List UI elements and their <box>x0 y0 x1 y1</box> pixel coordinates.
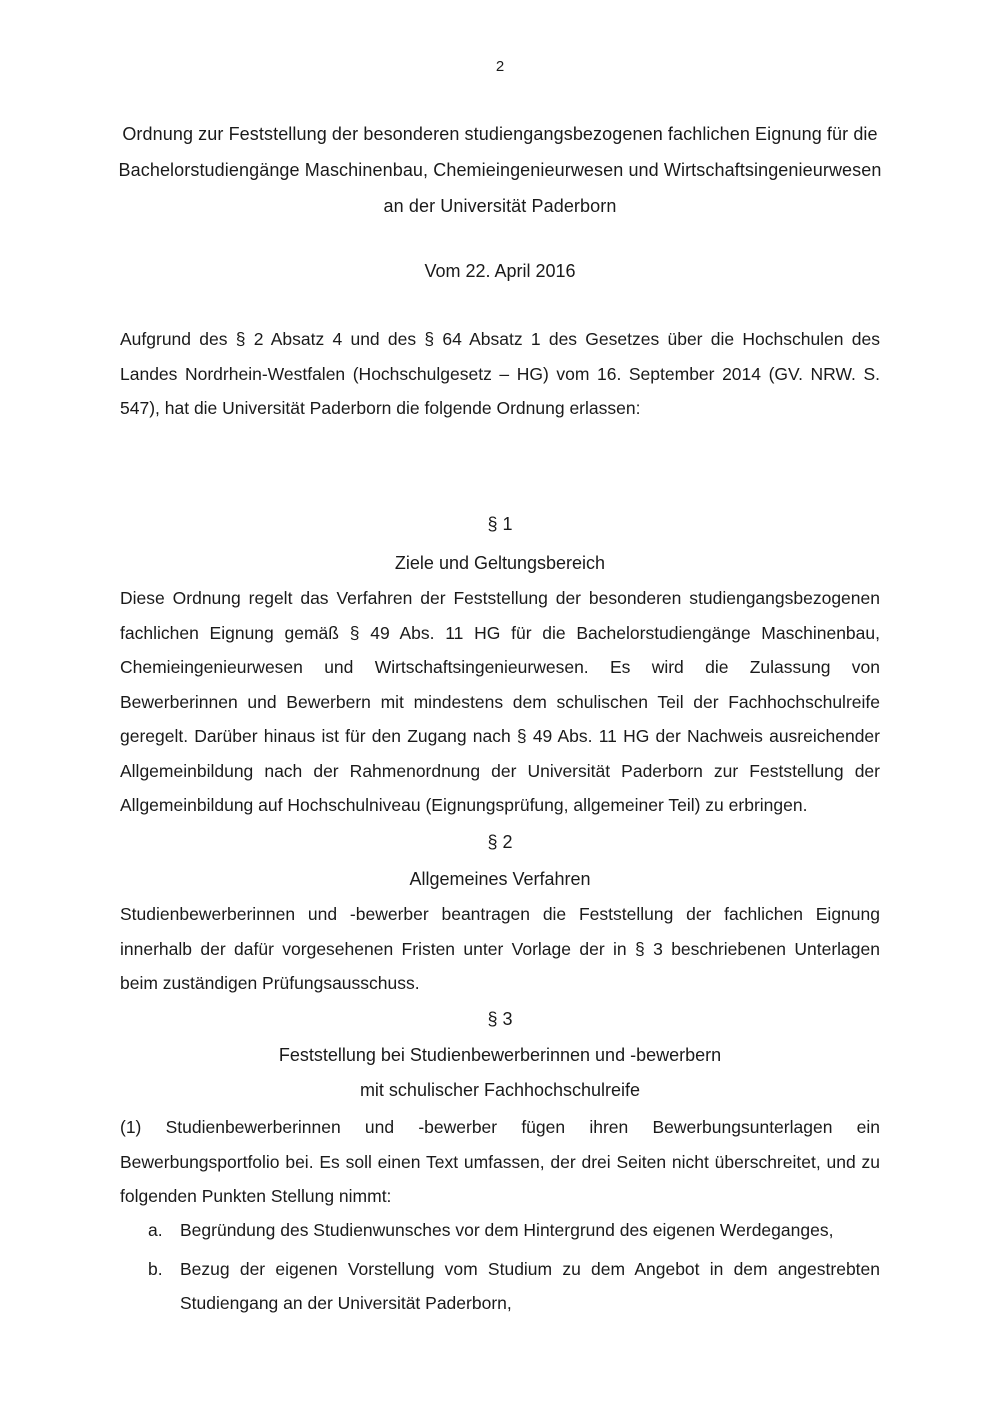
section-2-text: Studienbewerberinnen und -bewerber beantragen die Feststellung der fachlichen Eignung innerhalb der dafür vorgesehenen Fristen unter Vorlage der in § 3 beschriebenen Unterlagen beim zuständigen Prüfungsausschuss. <box>120 904 880 993</box>
title-line-3: an der Universität Paderborn <box>383 196 617 216</box>
preamble-paragraph: Aufgrund des § 2 Absatz 4 und des § 64 Absatz 1 des Gesetzes über die Hochschulen des Landes Nordrhein-Westfalen (Hochschulgesetz – HG) vom 16. September 2014 (GV. NRW. S. 547), hat die Universität Paderborn die folgende Ordnung erlassen: <box>120 329 880 418</box>
page-number: 2 <box>495 58 505 75</box>
section-1-title: Ziele und Geltungsbereich <box>394 553 606 573</box>
section-3-title <box>0 1038 1000 1108</box>
section-2-number: § 2 <box>487 832 513 852</box>
list-item-text: Begründung des Studienwunsches vor dem Hintergrund des eigenen Werdeganges, <box>180 1220 834 1240</box>
list-item-text: Bezug der eigenen Vorstellung vom Studium zu dem Angebot in dem angestrebten Studiengang an der Universität Paderborn, <box>180 1258 880 1313</box>
section-1-text: Diese Ordnung regelt das Verfahren der Feststellung der besonderen studiengangsbezogenen fachlichen Eignung gemäß § 49 Abs. 11 HG für die Bachelorstudiengänge Maschinenbau, Chemieingenieurwesen und Wirtschaftsingenieurwesen. Es wird die Zulassung von Bewerberinnen und Bewerbern mit mindestens dem schulischen Teil der Fachhochschulreife geregelt. Darüber hinaus ist für den Zugang nach § 49 Abs. 11 HG der Nachweis ausreichender Allgemeinbildung nach der Rahmenordnung der Universität Paderborn zur Feststellung der Allgemeinbildung auf Hochschulniveau (Eignungsprüfung, allgemeiner Teil) zu erbringen. <box>120 588 880 815</box>
section-3-title-line-2: mit schulischer Fachhochschulreife <box>359 1080 641 1100</box>
list-item <box>148 1213 880 1248</box>
list-item <box>148 1252 880 1321</box>
title-line-1: Ordnung zur Feststellung der besonderen studiengangsbezogenen fachlichen Eignung für die <box>122 124 878 144</box>
section-1-number: § 1 <box>487 514 513 534</box>
section-3-list <box>148 1213 880 1321</box>
section-2-title: Allgemeines Verfahren <box>409 869 591 889</box>
document-title <box>100 116 900 224</box>
title-line-2: Bachelorstudiengänge Maschinenbau, Chemieingenieurwesen und Wirtschaftsingenieurwesen <box>118 160 882 180</box>
list-item-marker: b. <box>148 1258 163 1279</box>
section-3-text: (1) Studienbewerberinnen und -bewerber fügen ihren Bewerbungsunterlagen ein Bewerbungsportfolio bei. Es soll einen Text umfassen, der drei Seiten nicht überschreitet, und zu folgenden Punkten Stellung nimmt: <box>120 1117 880 1206</box>
list-item-marker: a. <box>148 1220 163 1240</box>
section-3-title-line-1: Feststellung bei Studienbewerberinnen und -bewerbern <box>278 1045 722 1065</box>
document-date: Vom 22. April 2016 <box>424 261 576 281</box>
section-3-number: § 3 <box>487 1009 513 1029</box>
